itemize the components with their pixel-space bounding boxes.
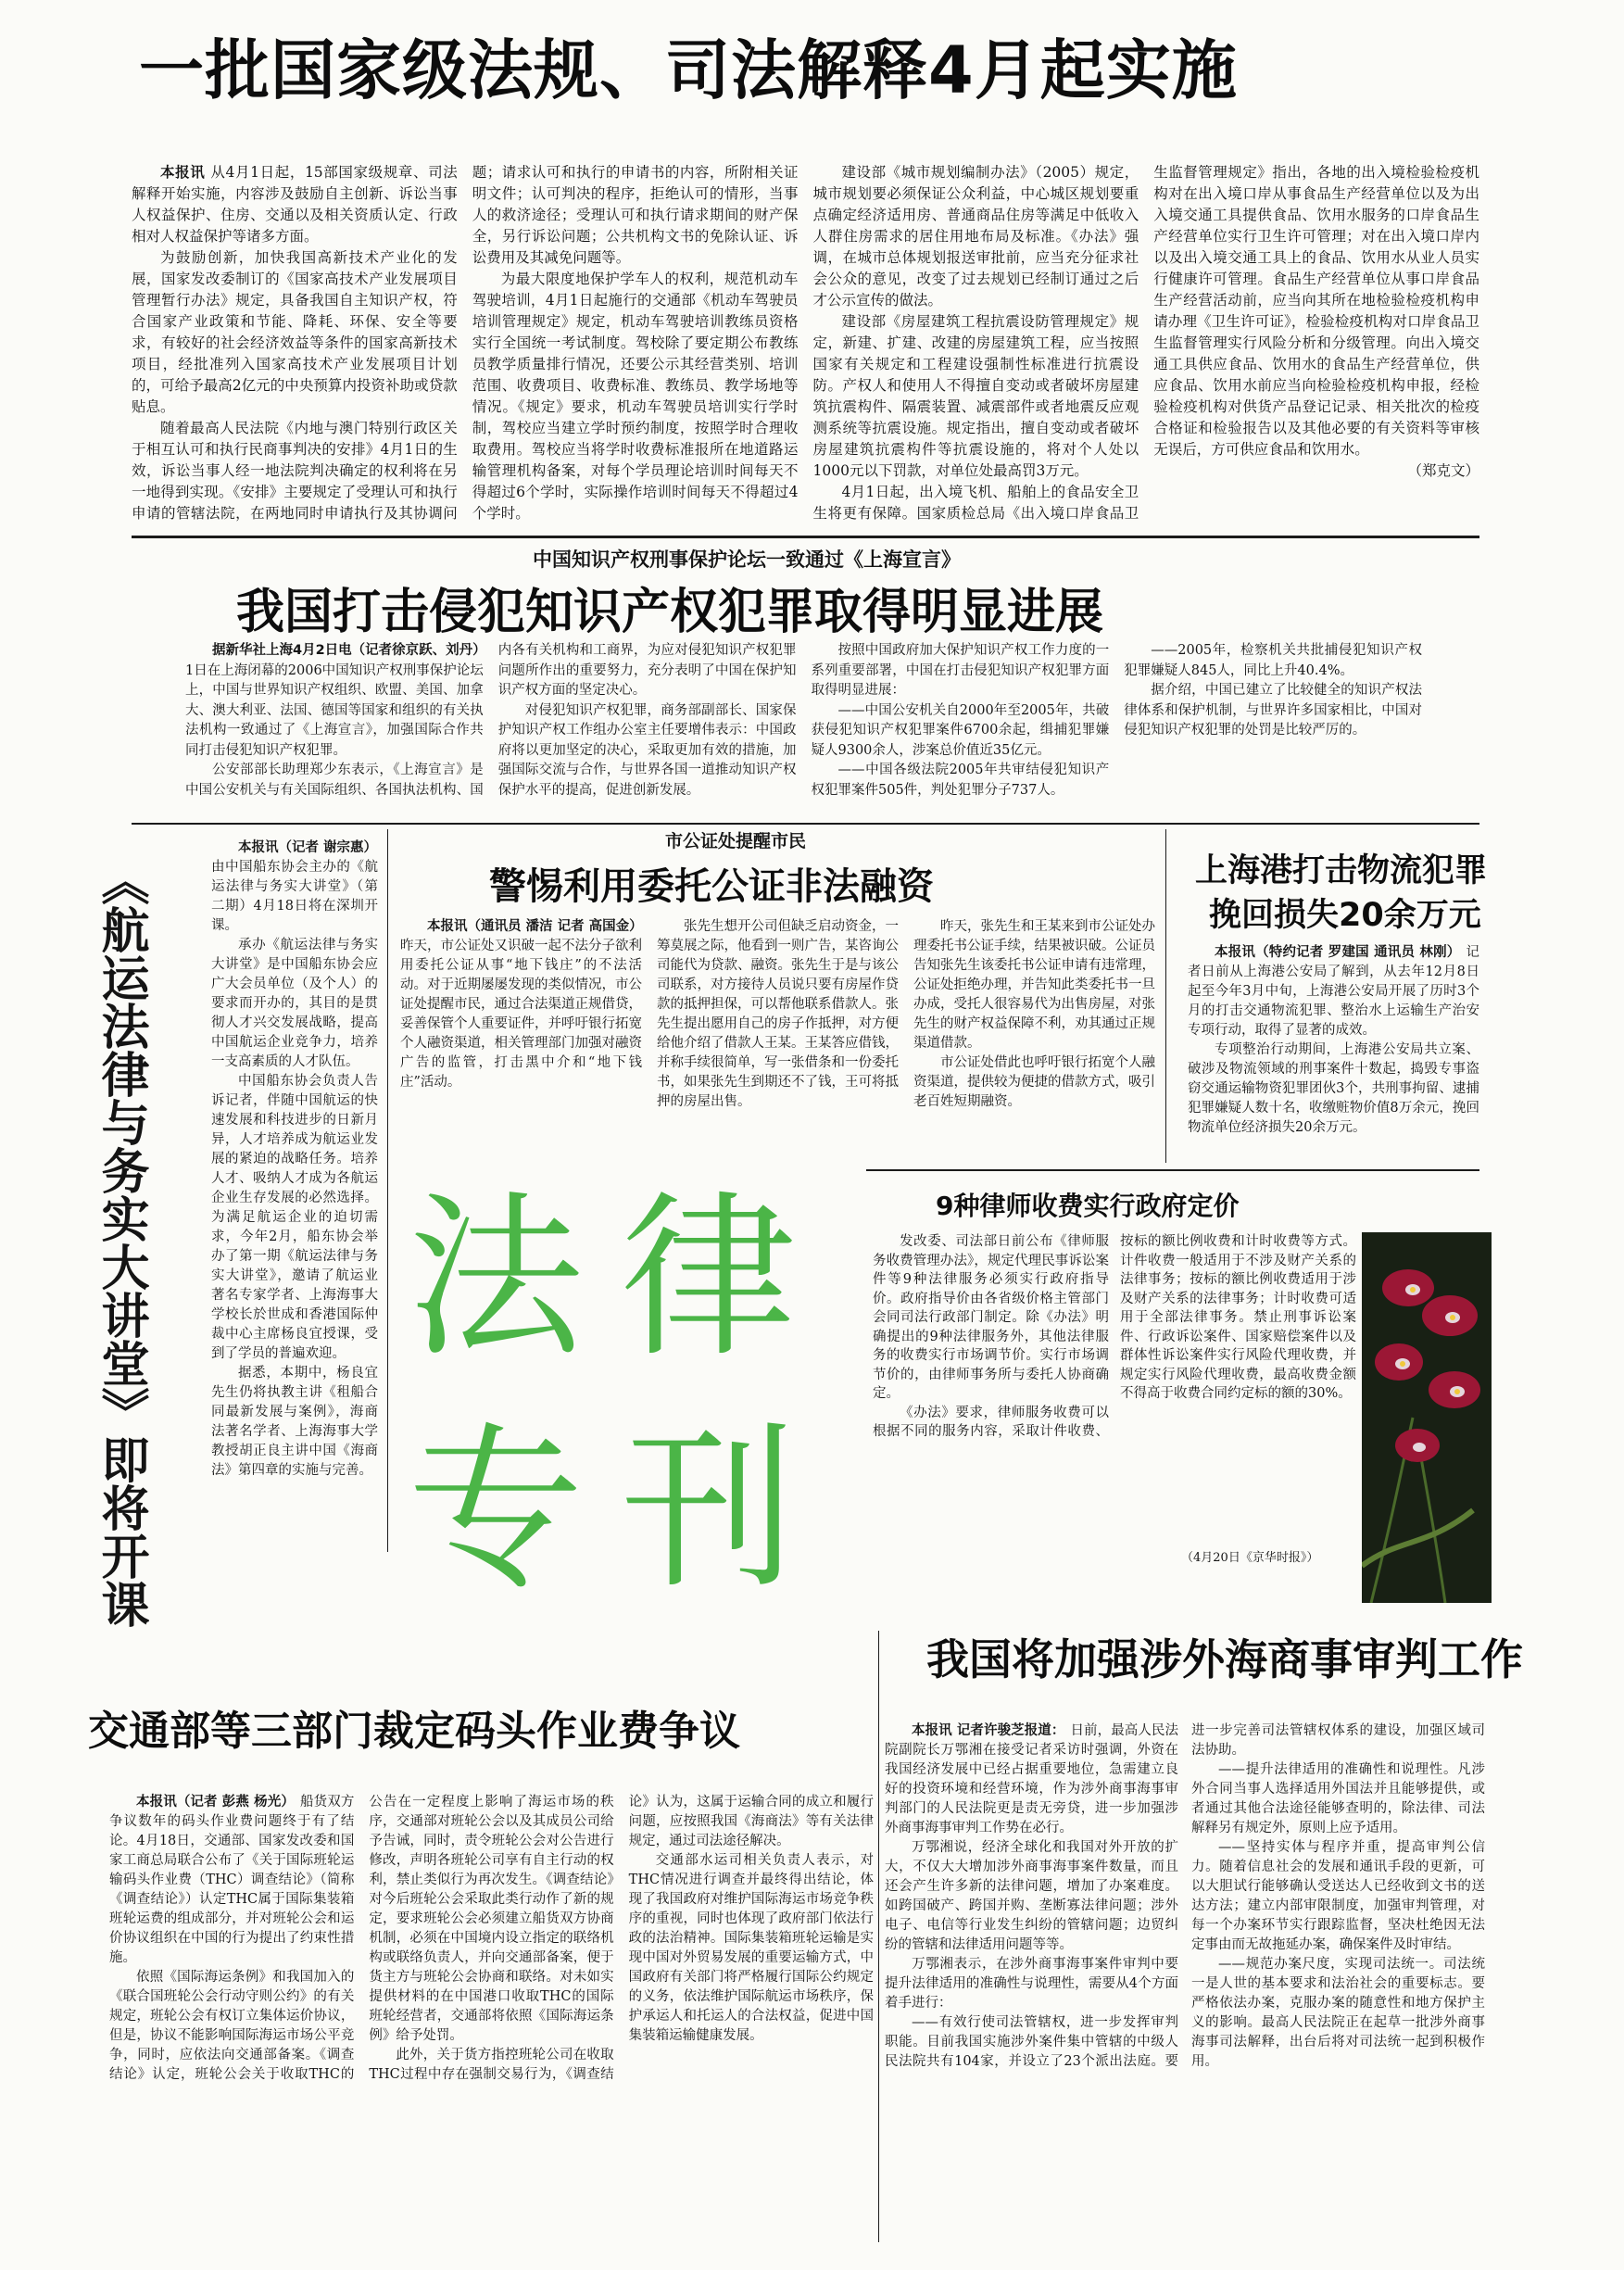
story2-para: 据新华社上海4月2日电（记者徐京跃、刘丹）1日在上海闭幕的2006中国知识产权刑事保护论坛上，中国与世界知识产权组织、欧盟、美国、加拿大、澳大利亚、法国、德国等国家和组织的有关执法机构一致通过了《上海宣言》，加强国际合作共同打击侵犯知识产权犯罪。 [185,643,486,758]
story4-kicker: 市公证处提醒市民 [665,831,807,851]
story8-para: 此外，关于货方指控班轮公司在收取THC过程中存在强制交易行为，《调查结论》认为，这属于运输合同的成立和履行问题，应按照我国《海商法》等有关法律规定，通过司法途径解决。 [369,1795,874,2082]
story4-headline: 警惕利用委托公证非法融资 [489,865,934,908]
story5-body [1188,943,1479,1166]
orchid-photo [1362,1232,1492,1603]
special-char-zhuan: 专 [408,1407,585,1612]
story1-para: 随着最高人民法院《内地与澳门特别行政区关于相互认可和执行民商事判决的安排》4月1日的生效，诉讼当事人经一地法院判决确定的权利将在另一地得到实现。《安排》主要规定了受理认可和执行申请的管辖法院，在两地同时申请执行及其协调问题；请求认可和执行的申请书的内容，所附相关证明文件；认可判决的程序，拒绝认可的情形，当事人的救济途径；受理认可和执行请求期间的财产保全，另行诉讼问题；公共机构文书的免除认证、诉讼费用及其减免问题等。 [132,164,799,522]
story7-para: ——规范办案尺度，实现司法统一。司法统一是人世的基本要求和法治社会的重要标志。要严格依法办案，克服办案的随意性和地方保护主义的影响。最高人民法院正在起草一批涉外商事海事司法解释，出台后将对司法统一起到积极作用。 [1191,1957,1485,2069]
story7-byline: 本报讯 记者许骏芝报道： [912,1723,1065,1738]
story2-para: ——中国公安机关自2000年至2005年，共破获侵犯知识产权犯罪案件6700余起，缉捕犯罪嫌疑人9300余人，涉案总价值近35亿元。 [811,702,1110,758]
story4-para: 市公证处借此也呼吁银行拓宽个人融资渠道，提供较为便捷的借款方式，吸引老百姓短期融资。 [913,1055,1155,1109]
story7-para: ——有效行使司法管辖权，进一步发挥审判职能。目前我国实施涉外案件集中管辖的中级人民法院共有104家，并设立了23个派出法庭。要进一步完善司法管辖权体系的建设，加强区域司法协助。 [885,1723,1485,2069]
rule-1 [132,536,1479,538]
story3-body [211,839,378,1552]
story4-byline: 本报讯（通讯员 潘洁 记者 高国金） [427,919,643,934]
story7-para: ——坚持实体与程序并重，提高审判公信力。随着信息社会的发展和通讯手段的更新，可以大胆试行能够确认受送达人已经收到文书的送达方法；建立内部审限制度，加强审判管理，对每一个办案环节实行跟踪监督，坚决杜绝因无法定事由而无故拖延办案，确保案件及时审结。 [1191,1840,1485,1952]
story2-body [185,641,1422,817]
story6-body [873,1232,1356,1543]
special-char-fa: 法 [408,1181,585,1381]
rule-story8-right [878,1631,879,2242]
story6-signature: （4月20日《京华时报》） [1181,1551,1319,1565]
story1-byline: 本报讯 [160,164,206,181]
story7-para: 万鄂湘说，经济全球化和我国对外开放的扩大，不仅大大增加涉外商事海事案件数量，而且还会产生许多新的法律问题，增加了办案难度。如跨国破产、跨国并购、垄断寡法律问题；涉外电子、电信等行业发生纠纷的管辖问题；边贸纠纷的管辖和法律适用问题等等。 [885,1840,1178,1952]
story6-para: 《办法》要求，律师服务收费可以根据不同的服务内容，采取计件收费、按标的额比例收费和计时收费等方式。计件收费一般适用于不涉及财产关系的法律事务；按标的额比例收费适用于涉及财产关系的法律事务；计时收费可适用于全部法律事务。禁止刑事诉讼案件、行政诉讼案件、国家赔偿案件以及群体性诉讼案件实行风险代理收费，并规定实行风险代理收费，最高收费金额不得高于收费合同约定标的额的30%。 [873,1234,1356,1439]
story2-kicker: 中国知识产权刑事保护论坛一致通过《上海宣言》 [533,549,961,571]
rule-story5-bottom [866,1169,1479,1171]
story1-headline: 一批国家级法规、司法解释4月起实施 [139,32,1238,108]
story1-signature: （郑克文） [1407,462,1479,479]
story2-headline: 我国打击侵犯知识产权犯罪取得明显进展 [236,585,1104,640]
story3-vertical-headline: 《航运法律与务实大讲堂》即将开课 [93,857,148,1628]
story5-headline-line2: 挽回损失20余万元 [1209,897,1481,934]
story7-para: 万鄂湘表示，在涉外商事海事案件审判中要提升法律适用的准确性与说理性，需要从4个方面着手进行： [885,1957,1178,2011]
story6-para: 发改委、司法部日前公布《律师服务收费管理办法》，规定代理民事诉讼案件等9种法律服务必须实行政府指导价。政府指导价由各省级价格主管部门会同司法行政部门制定。除《办法》明确提出的9种法律服务外，其他法律服务的收费实行市场调节价。实行市场调节价的，由律师事务所与委托人协商确定。 [873,1234,1109,1401]
story2-para: ——2005年，检察机关共批捕侵犯知识产权犯罪嫌疑人845人，同比上升40.4%。 [1124,643,1422,678]
story1-para: 建设部《房屋建筑工程抗震设防管理规定》规定，新建、扩建、改建的房屋建筑工程，应当按照国家有关规定和工程建设强制性标准进行抗震设防。产权人和使用人不得擅自变动或者破坏房屋建筑抗震构件、隔震装置、减震部件或者地震反应观测系统等抗震设施。规定指出，擅自变动或者破坏房屋建筑抗震构件等抗震设施的，将对个人处以1000元以下罚款，对单位处最高罚3万元。 [812,313,1139,479]
story3-byline: 本报讯（记者 谢宗惠） [238,840,378,855]
story7-body [885,1721,1485,2236]
story3-para: 中国船东协会负责人告诉记者，伴随中国航运的快速发展和科技进步的日新月异，人才培养成为航运业发展的紧迫的战略任务。培养人才、吸纳人才成为各航运企业生存发展的必然选择。为满足航运企业的迫切需求，今年2月，船东协会举办了第一期《航运法律与务实大讲堂》，邀请了航运业著名专家学者、上海海事大学校长於世成和香港国际仲裁中心主席杨良宜授课，受到了学员的普遍欢迎。 [211,1074,378,1361]
story1-para: 为最大限度地保护学车人的权利，规范机动车驾驶培训，4月1日起施行的交通部《机动车驾驶员培训管理规定》规定，机动车驾驶培训教练员资格实行全国统一考试制度。驾校除了要定期公布教练员教学质量排行情况，还要公示其经营类别、培训范围、收费项目、收费标准、教练员、教学场地等情况。《规定》要求，机动车驾驶员培训实行学时制，驾校应当建立学时预约制度，按照学时合理收取费用。驾校应当将学时收费标准报所在地道路运输管理机构备案，对每个学员理论培训时间每天不得超过6个学时，实际操作培训时间每天不得超过4个学时。 [472,271,799,522]
rule-story4-right [1165,829,1166,1163]
story1-body [132,162,1479,528]
story3-para: 本报讯（记者 谢宗惠）由中国船东协会主办的《航运法律与务实大讲堂》（第二期）4月18日将在深圳开课。 [211,840,378,933]
story7-para: 本报讯 记者许骏芝报道： 日前，最高人民法院副院长万鄂湘在接受记者采访时强调，外资在我国经济发展中已经占据重要地位，急需建立良好的投资环境和经营环境，作为涉外商事海事审判部门的人民法院更是责无旁贷，进一步加强涉外商事海事审判工作势在必行。 [885,1723,1178,1835]
story5-para: 本报讯（特约记者 罗建国 通讯员 林刚） 记者日前从上海港公安局了解到，从去年12月8日起至今年3月中旬，上海港公安局开展了历时3个月的打击交通物流犯罪、整治水上运输生产治安专项行动，取得了显著的成效。 [1188,945,1479,1038]
special-char-lv: 律 [621,1181,798,1381]
special-section-logo [408,1181,843,1663]
story2-para: 据介绍，中国已建立了比较健全的知识产权法律体系和保护机制，与世界许多国家相比，中国对侵犯知识产权犯罪的处罚是比较严厉的。 [1124,683,1422,738]
story1-para: 本报讯 从4月1日起，15部国家级规章、司法解释开始实施，内容涉及鼓励自主创新、诉讼当事人权益保护、住房、交通以及相关资质认定、行政相对人权益保护等诸多方面。 [132,164,458,245]
rule-story3-right [387,829,388,1552]
story1-para: 建设部《城市规划编制办法》（2005）规定，城市规划要必须保证公众利益，中心城区规划要重点确定经济适用房、普通商品住房等满足中低收入人群住房需求的居住用地布局及标准。《办法》强调，在城市总体规划报送审批前，应当充分征求社会公众的意见，改变了过去规划已经制订通过之后才公示宣传的做法。 [812,164,1139,309]
story7-headline: 我国将加强涉外海商事审判工作 [926,1634,1523,1684]
story8-para: 交通部水运司相关负责人表示，对THC情况进行调查并最终得出结论，体现了我国政府对维护国际海运市场竞争秩序的重视，同时也体现了政府部门依法行政的法治精神。国际集装箱班轮运输是实现中国对外贸易发展的重要运输方式，中国政府有关部门将严格履行国际公约规定的义务，依法维护国际航运市场秩序，保护承运人和托运人的合法权益，促进中国集装箱运输健康发展。 [628,1853,874,2043]
story8-headline: 交通部等三部门裁定码头作业费争议 [88,1708,740,1755]
rule-2 [132,823,1479,825]
story2-para: 对侵犯知识产权犯罪，商务部副部长、国家保护知识产权工作组办公室主任要增伟表示：中国政府将以更加坚定的决心，采取更加有效的措施，加强国际交流与合作，与世界各国一道推动知识产权保护水平的提高，促进创新发展。 [497,702,797,798]
story2-para: ——中国各级法院2005年共审结侵犯知识产权犯罪案件505件，判处犯罪分子737人。 [811,763,1110,798]
story8-para: 本报讯（记者 彭燕 杨光） 船货双方争议数年的码头作业费问题终于有了结论。4月18日，交通部、国家发改委和国家工商总局联合公布了《关于国际班轮运输码头作业费（THC）调查结论》（简称《调查结论》）认定THC属于国际集装箱班轮运费的组成部分，并对班轮公会和运价协议组织在中国的行为提出了约束性措施。 [109,1795,355,1965]
story4-para: 昨天，张先生和王某来到市公证处办理委托书公证手续，结果被识破。公证员告知张先生该委托书公证申请有违常理，公证处拒绝办理，并告知此类委托书一旦办成，受托人很容易代为出售房屋，对张先生的财产权益保障不利，劝其通过正规渠道借款。 [913,919,1155,1051]
story5-para: 专项整治行动期间，上海港公安局共立案、破涉及物流领域的刑事案件十数起，捣毁专事盗窃交通运输物资犯罪团伙3个，共刑事拘留、逮捕犯罪嫌疑人数十名，收缴赃物价值8万余元，挽回物流单位经济损失20余万元。 [1188,1042,1479,1135]
story2-para: 按照中国政府加大保护知识产权工作力度的一系列重要部署，中国在打击侵犯知识产权犯罪方面取得明显进展： [811,643,1110,698]
story8-para: 依照《国际海运条例》和我国加入的《联合国班轮公会行动守则公约》的有关规定，班轮公会有权订立集体运价协议，但是，协议不能影响国际海运市场公平竞争，同时，应依法向交通部备案。《调查结论》认定，班轮公会关于收取THC的公告在一定程度上影响了海运市场的秩序，交通部对班轮公会以及其成员公司给予告诫，同时，责令班轮公会对公告进行修改，声明各班轮公司享有自主行动的权利，禁止类似行为再次发生。《调查结论》对今后班轮公会采取此类行动作了新的规定，要求班轮公会必须建立船货双方协商机制，必须在中国境内设立指定的联络机构或联络负责人，并向交通部备案，便于货主方与班轮公会协商和联络。对未如实提供材料的在中国港口收取THC的国际班轮经营者，交通部将依照《国际海运条例》给予处罚。 [109,1795,614,2082]
story7-para: ——提升法律适用的准确性和说理性。凡涉外合同当事人选择适用外国法并且能够提供，或者通过其他合法途径能够查明的，除法律、司法解释另有规定外，原则上应予适用。 [1191,1762,1485,1835]
story1-para: 4月1日起，出入境飞机、船舶上的食品安全卫生将更有保障。国家质检总局《出入境口岸食品卫生监督管理规定》指出，各地的出入境检验检疫机构对在出入境口岸从事食品生产经营单位以及为出入境交通工具提供食品、饮用水服务的口岸食品生产经营单位实行卫生许可管理；对在出入境口岸内以及出入境交通工具上的食品、饮用水从业人员实行健康许可管理。食品生产经营单位从事口岸食品生产经营活动前，应当向其所在地检验检疫机构申请办理《卫生许可证》，检验检疫机构对口岸食品卫生监督管理实行风险分析和分级管理。向出入境交通工具供应食品、饮用水的食品生产经营单位，供应食品、饮用水前应当向检验检疫机构申报，经检验检疫机构对供货产品登记记录、相关批次的检疫合格证和检验报告以及其他必要的有关资料等审核无误后，方可供应食品和饮用水。 [812,164,1479,522]
story2-byline: 据新华社上海4月2日电（记者徐京跃、刘丹） [212,643,486,658]
orchid-illustration [1362,1232,1492,1603]
story2-para: 公安部部长助理郑少东表示，《上海宣言》是中国公安机关与有关国际组织、各国执法机构、国内各有关机构和工商界，为应对侵犯知识产权犯罪问题所作出的重要努力，充分表明了中国在保护知识产权方面的坚定决心。 [185,643,797,798]
story8-body [109,1793,874,2238]
story5-byline: 本报讯（特约记者 罗建国 通讯员 林刚） [1215,945,1461,960]
story1-para: 为鼓励创新，加快我国高新技术产业化的发展，国家发改委制订的《国家高技术产业发展项目管理暂行办法》规定，具备我国自主知识产权，符合国家产业政策和节能、降耗、环保、安全等要求，有较好的社会经济效益等条件的国家高新技术项目，经批准列入国家高技术产业发展项目计划的，可给予最高2亿元的中央预算内投资补助或贷款贴息。 [132,249,458,415]
story6-headline: 9种律师收费实行政府定价 [936,1191,1240,1221]
special-char-kan: 刊 [621,1407,798,1612]
story4-para: 本报讯（通讯员 潘洁 记者 高国金）昨天，市公证处又识破一起不法分子欲利用委托公证从事“地下钱庄”的不法活动。对于近期屡屡发现的类似情况，市公证处提醒市民，通过合法渠道正规借贷，妥善保管个人重要证件，并呼吁银行拓宽个人融资渠道，相关管理部门加强对融资广告的监管，打击黑中介和“地下钱庄”活动。 [400,919,643,1090]
story8-byline: 本报讯（记者 彭燕 杨光） [136,1795,295,1810]
story4-body [400,917,1155,1177]
story5-headline-line1: 上海港打击物流犯罪 [1195,852,1488,889]
story3-para: 据悉，本期中，杨良宜先生仍将执教主讲《租船合同最新发展与案例》，海商法著名学者、上海海事大学教授胡正良主讲中国《海商法》第四章的实施与完善。 [211,1366,378,1478]
story4-para: 张先生想开公司但缺乏启动资金，一筹莫展之际，他看到一则广告，某咨询公司能代为贷款、融资。张先生于是与该公司联系，对方接待人员说只要有房屋作贷款的抵押担保，可以帮他联系借款人。张先生提出愿用自己的房子作抵押，对方便给他介绍了借款人王某。王某答应借钱，并称手续很简单，写一张借条和一份委托书，如果张先生到期还不了钱，王可将抵押的房屋出售。 [657,919,899,1109]
story3-para: 承办《航运法律与务实大讲堂》是中国船东协会应广大会员单位（及个人）的要求而开办的，其目的是贯彻人才兴交发展战略，提高中国航运企业竞争力，培养一支高素质的人才队伍。 [211,938,378,1069]
